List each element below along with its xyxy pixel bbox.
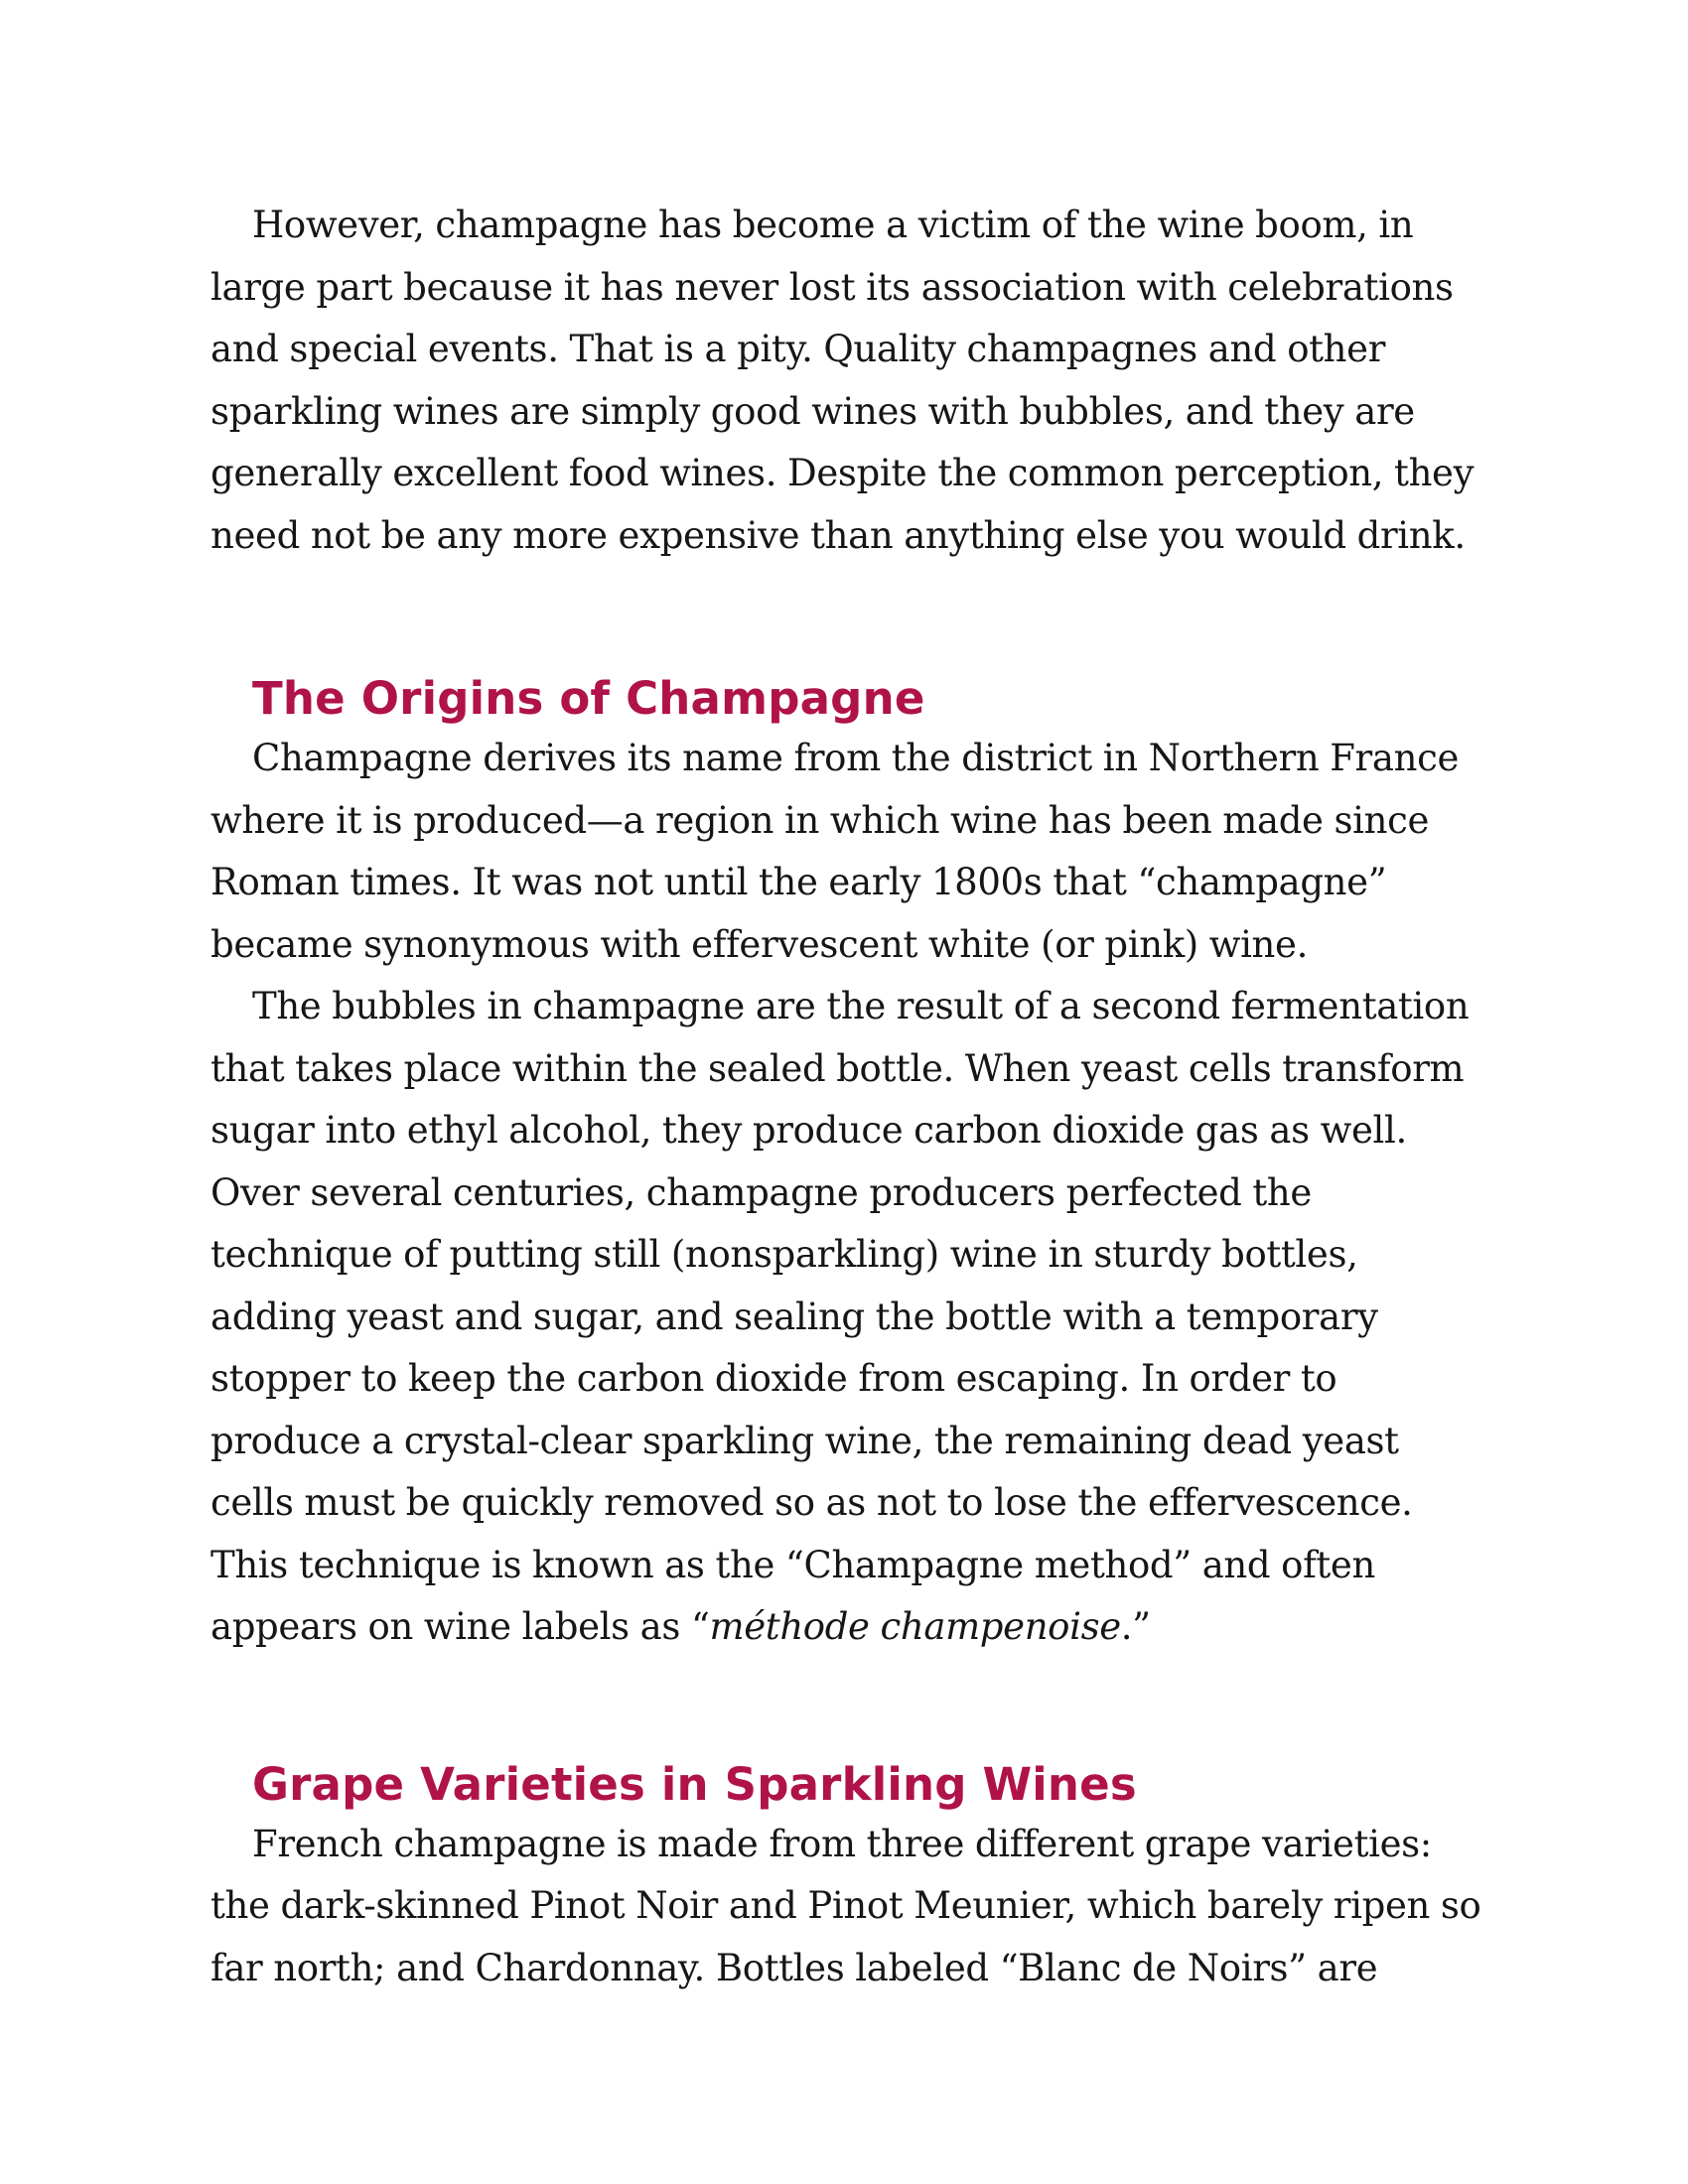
section-heading-grapes: Grape Varieties in Sparkling Wines bbox=[252, 1757, 1137, 1811]
section-spacer bbox=[211, 567, 1491, 670]
method-term: méthode champenoise bbox=[709, 1605, 1121, 1648]
section-heading-origins: The Origins of Champagne bbox=[252, 672, 925, 725]
intro-paragraph: However, champagne has become a victim of the wine boom, in large part because it has never lost its association with celebrations and special events. That is a pity. Quality champagnes and other sparkling wines are simply good wines with bubbles, and they are generally excellent food wines. Despite the common perception, they need not be any more expensive than anything else you would drink. bbox=[211, 204, 1475, 557]
origins-paragraph-2-end: .” bbox=[1120, 1605, 1151, 1648]
grapes-paragraph-1: French champagne is made from three different grape varieties: the dark-skinned Pinot Noir and Pinot Meunier, which barely ripen so far north; and Chardonnay. Bottles labeled “Blanc de Noirs” are bbox=[211, 1822, 1481, 1989]
document-page bbox=[211, 195, 1491, 1999]
origins-paragraph-2 bbox=[211, 976, 1491, 1659]
origins-paragraph-2-text: The bubbles in champagne are the result of a second fermentation that takes place within the sealed bottle. When yeast cells transform sugar into ethyl alcohol, they produce carbon dioxide gas as well. Over several centuries, champagne producers perfected the technique of putting still (nonsparkling) wine in sturdy bottles, adding yeast and sugar, and sealing the bottle with a temporary stopper to keep the carbon dioxide from escaping. In order to produce a crystal-clear sparkling wine, the remaining dead yeast cells must be quickly removed so as not to lose the effervescence. This technique is known as the “Champagne method” and often appears on wine labels as “ bbox=[211, 985, 1470, 1648]
origins-paragraph-1: Champagne derives its name from the district in Northern France where it is produced—a region in which wine has been made since Roman times. It was not until the early 1800s that “champagne” became synonymous with effervescent white (or pink) wine. bbox=[211, 737, 1459, 966]
section-spacer bbox=[211, 1659, 1491, 1756]
